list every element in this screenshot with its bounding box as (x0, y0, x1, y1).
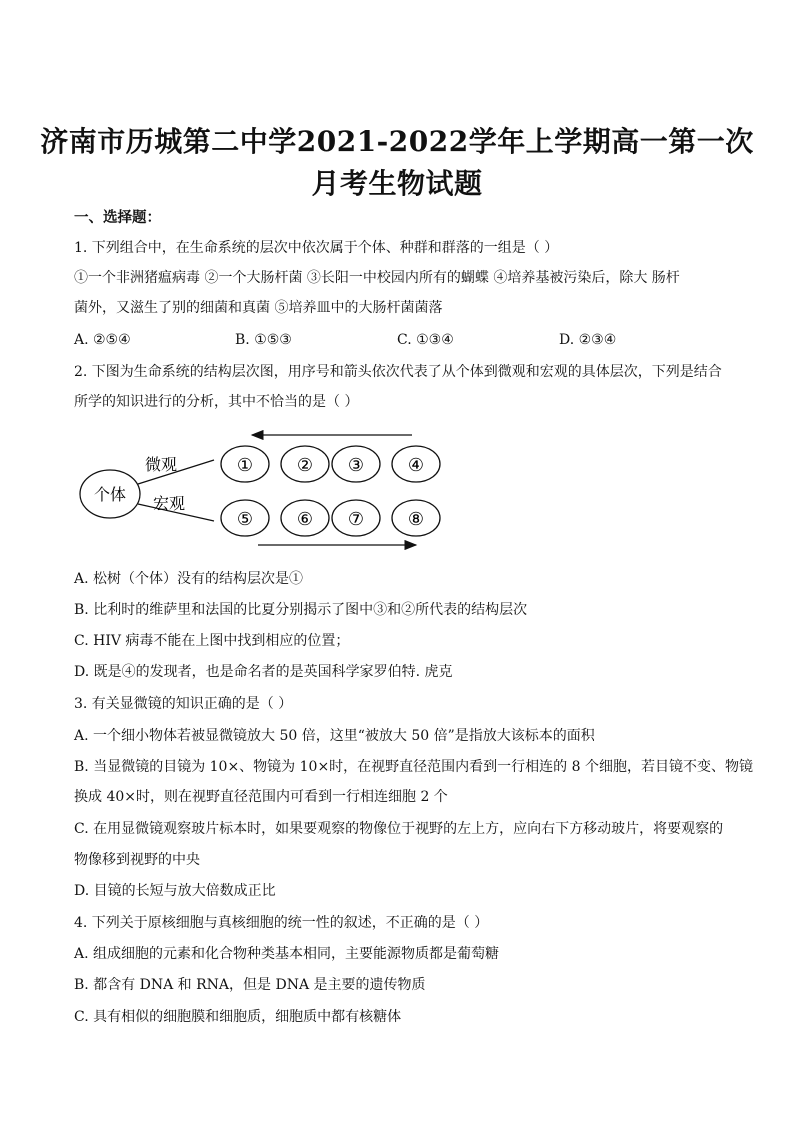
q4-option-c: C. 具有相似的细胞膜和细胞质，细胞质中都有核糖体 (74, 1009, 402, 1025)
q2-stem-line1: 2. 下图为生命系统的结构层次图，用序号和箭头依次代表了从个体到微观和宏观的具体层次，下列是结合 (74, 364, 722, 380)
q2-option-a: A. 松树（个体）没有的结构层次是① (74, 571, 304, 587)
node-1: ① (236, 455, 254, 476)
q3-option-a: A. 一个细小物体若被显微镜放大 50 倍，这里“被放大 50 倍”是指放大该标本的面积 (74, 728, 595, 744)
q2-option-b: B. 比利时的维萨里和法国的比夏分别揭示了图中③和②所代表的结构层次 (74, 602, 528, 618)
node-8: ⑧ (407, 509, 425, 530)
q1-option-b: B. ①⑤③ (235, 332, 292, 348)
q3-option-c-line2: 物像移到视野的中央 (74, 852, 200, 868)
q3-option-b-line2: 换成 40×时，则在视野直径范围内可看到一行相连细胞 2 个 (74, 789, 448, 805)
q2-option-d: D. 既是④的发现者，也是命名者的是英国科学家罗伯特. 虎克 (74, 664, 453, 680)
q3-option-b-line1: B. 当显微镜的目镜为 10×、物镜为 10×时，在视野直径范围内看到一行相连的 8 个细胞，若目镜不变、物镜 (74, 759, 753, 775)
q4-option-b: B. 都含有 DNA 和 RNA，但是 DNA 是主要的遗传物质 (74, 977, 426, 993)
q2-stem-line2: 所学的知识进行的分析，其中不恰当的是（ ） (74, 394, 359, 410)
q1-option-c: C. ①③④ (397, 332, 454, 348)
node-4: ④ (407, 455, 425, 476)
q3-option-c-line1: C. 在用显微镜观察玻片标本时，如果要观察的物像位于视野的左上方，应向右下方移动玻片，将要观察的 (74, 821, 724, 837)
q1-option-d: D. ②③④ (559, 332, 617, 348)
node-2: ② (296, 455, 314, 476)
document-title-line1: 济南市历城第二中学2021-2022学年上学期高一第一次 (40, 125, 754, 158)
micro-label: 微观 (145, 455, 178, 474)
q1-items-line2: 菌外，又滋生了别的细菌和真菌 ⑤培养皿中的大肠杆菌菌落 (74, 300, 443, 316)
node-6: ⑥ (296, 509, 314, 530)
macro-label: 宏观 (153, 494, 186, 513)
document-title-line2: 月考生物试题 (311, 167, 483, 200)
q1-items-line1: ①一个非洲猪瘟病毒 ②一个大肠杆菌 ③长阳一中校园内所有的蝴蝶 ④培养基被污染后，除大 肠杆 (74, 270, 680, 286)
q3-option-d: D. 目镜的长短与放大倍数成正比 (74, 883, 276, 899)
q3-stem: 3. 有关显微镜的知识正确的是（ ） (74, 696, 293, 712)
node-7: ⑦ (347, 509, 365, 530)
q4-stem: 4. 下列关于原核细胞与真核细胞的统一性的叙述，不正确的是（ ） (74, 915, 489, 931)
node-3: ③ (347, 455, 365, 476)
q2-option-c: C. HIV 病毒不能在上图中找到相应的位置； (74, 633, 350, 649)
individual-label: 个体 (93, 485, 127, 504)
q4-option-a: A. 组成细胞的元素和化合物种类基本相同，主要能源物质都是葡萄糖 (74, 946, 500, 962)
hierarchy-diagram (70, 420, 470, 560)
q1-stem: 1. 下列组合中，在生命系统的层次中依次属于个体、种群和群落的一组是（ ） (74, 240, 559, 256)
section-heading: 一、选择题： (74, 209, 161, 226)
node-5: ⑤ (236, 509, 254, 530)
q1-option-a: A. ②⑤④ (74, 332, 131, 348)
